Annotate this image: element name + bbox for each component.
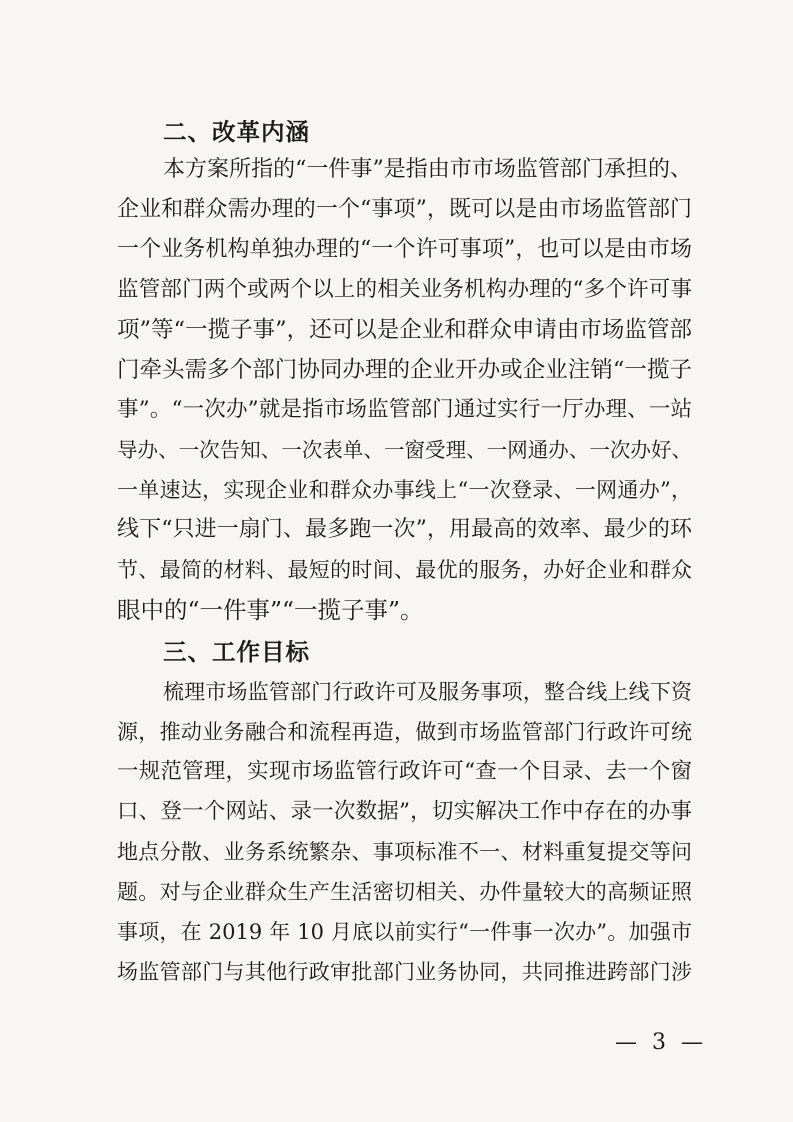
paragraph-line: 一规范管理，实现市场监管行政许可“查一个目录、去一个窗 (117, 759, 692, 784)
paragraph-line: 本方案所指的“一件事”是指由市市场监管部门承担的、 (163, 157, 692, 182)
paragraph-line: 口、登一个网站、录一次数据”，切实解决工作中存在的办事 (117, 799, 692, 824)
paragraph-line: 事”。“一次办”就是指市场监管部门通过实行一厅办理、一站 (117, 397, 692, 422)
section-heading-work-goals: 三、工作目标 (163, 638, 310, 666)
page-number: — 3 — (615, 1030, 707, 1055)
paragraph-line: 导办、一次告知、一次表单、一窗受理、一网通办、一次办好、 (117, 438, 692, 462)
paragraph-line: 门牵头需多个部门协同办理的企业开办或企业注销“一揽子 (117, 357, 692, 383)
paragraph-line: 眼中的“一件事”“一揽子事”。 (117, 596, 424, 624)
paragraph-line: 监管部门两个或两个以上的相关业务机构办理的“多个许可事 (117, 277, 692, 302)
paragraph-line: 线下“只进一扇门、最多跑一次”，用最高的效率、最少的环 (117, 517, 692, 542)
paragraph-line: 源，推动业务融合和流程再造，做到市场监管部门行政许可统 (117, 720, 692, 744)
paragraph-line: 事项，在 2019 年 10 月底以前实行“一件事一次办”。加强市 (117, 920, 692, 944)
paragraph-line: 项”等“一揽子事”，还可以是企业和群众申请由市场监管部 (117, 317, 692, 343)
section-heading-reform-connotation: 二、改革内涵 (163, 118, 310, 146)
paragraph-line: 地点分散、业务系统繁杂、事项标准不一、材料重复提交等问 (117, 840, 692, 864)
paragraph-line: 场监管部门与其他行政审批部门业务协同，共同推进跨部门涉 (117, 960, 692, 984)
paragraph-line: 节、最简的材料、最短的时间、最优的服务，办好企业和群众 (117, 558, 692, 582)
paragraph-line: 企业和群众需办理的一个“事项”，既可以是由市场监管部门 (117, 197, 692, 222)
paragraph-line: 一单速达，实现企业和群众办事线上“一次登录、一网通办”， (117, 478, 692, 502)
paragraph-line: 题。对与企业群众生产生活密切相关、办件量较大的高频证照 (117, 880, 692, 904)
paragraph-line: 一个业务机构单独办理的“一个许可事项”，也可以是由市场 (117, 237, 692, 262)
paragraph-line: 梳理市场监管部门行政许可及服务事项，整合线上线下资 (163, 680, 692, 704)
